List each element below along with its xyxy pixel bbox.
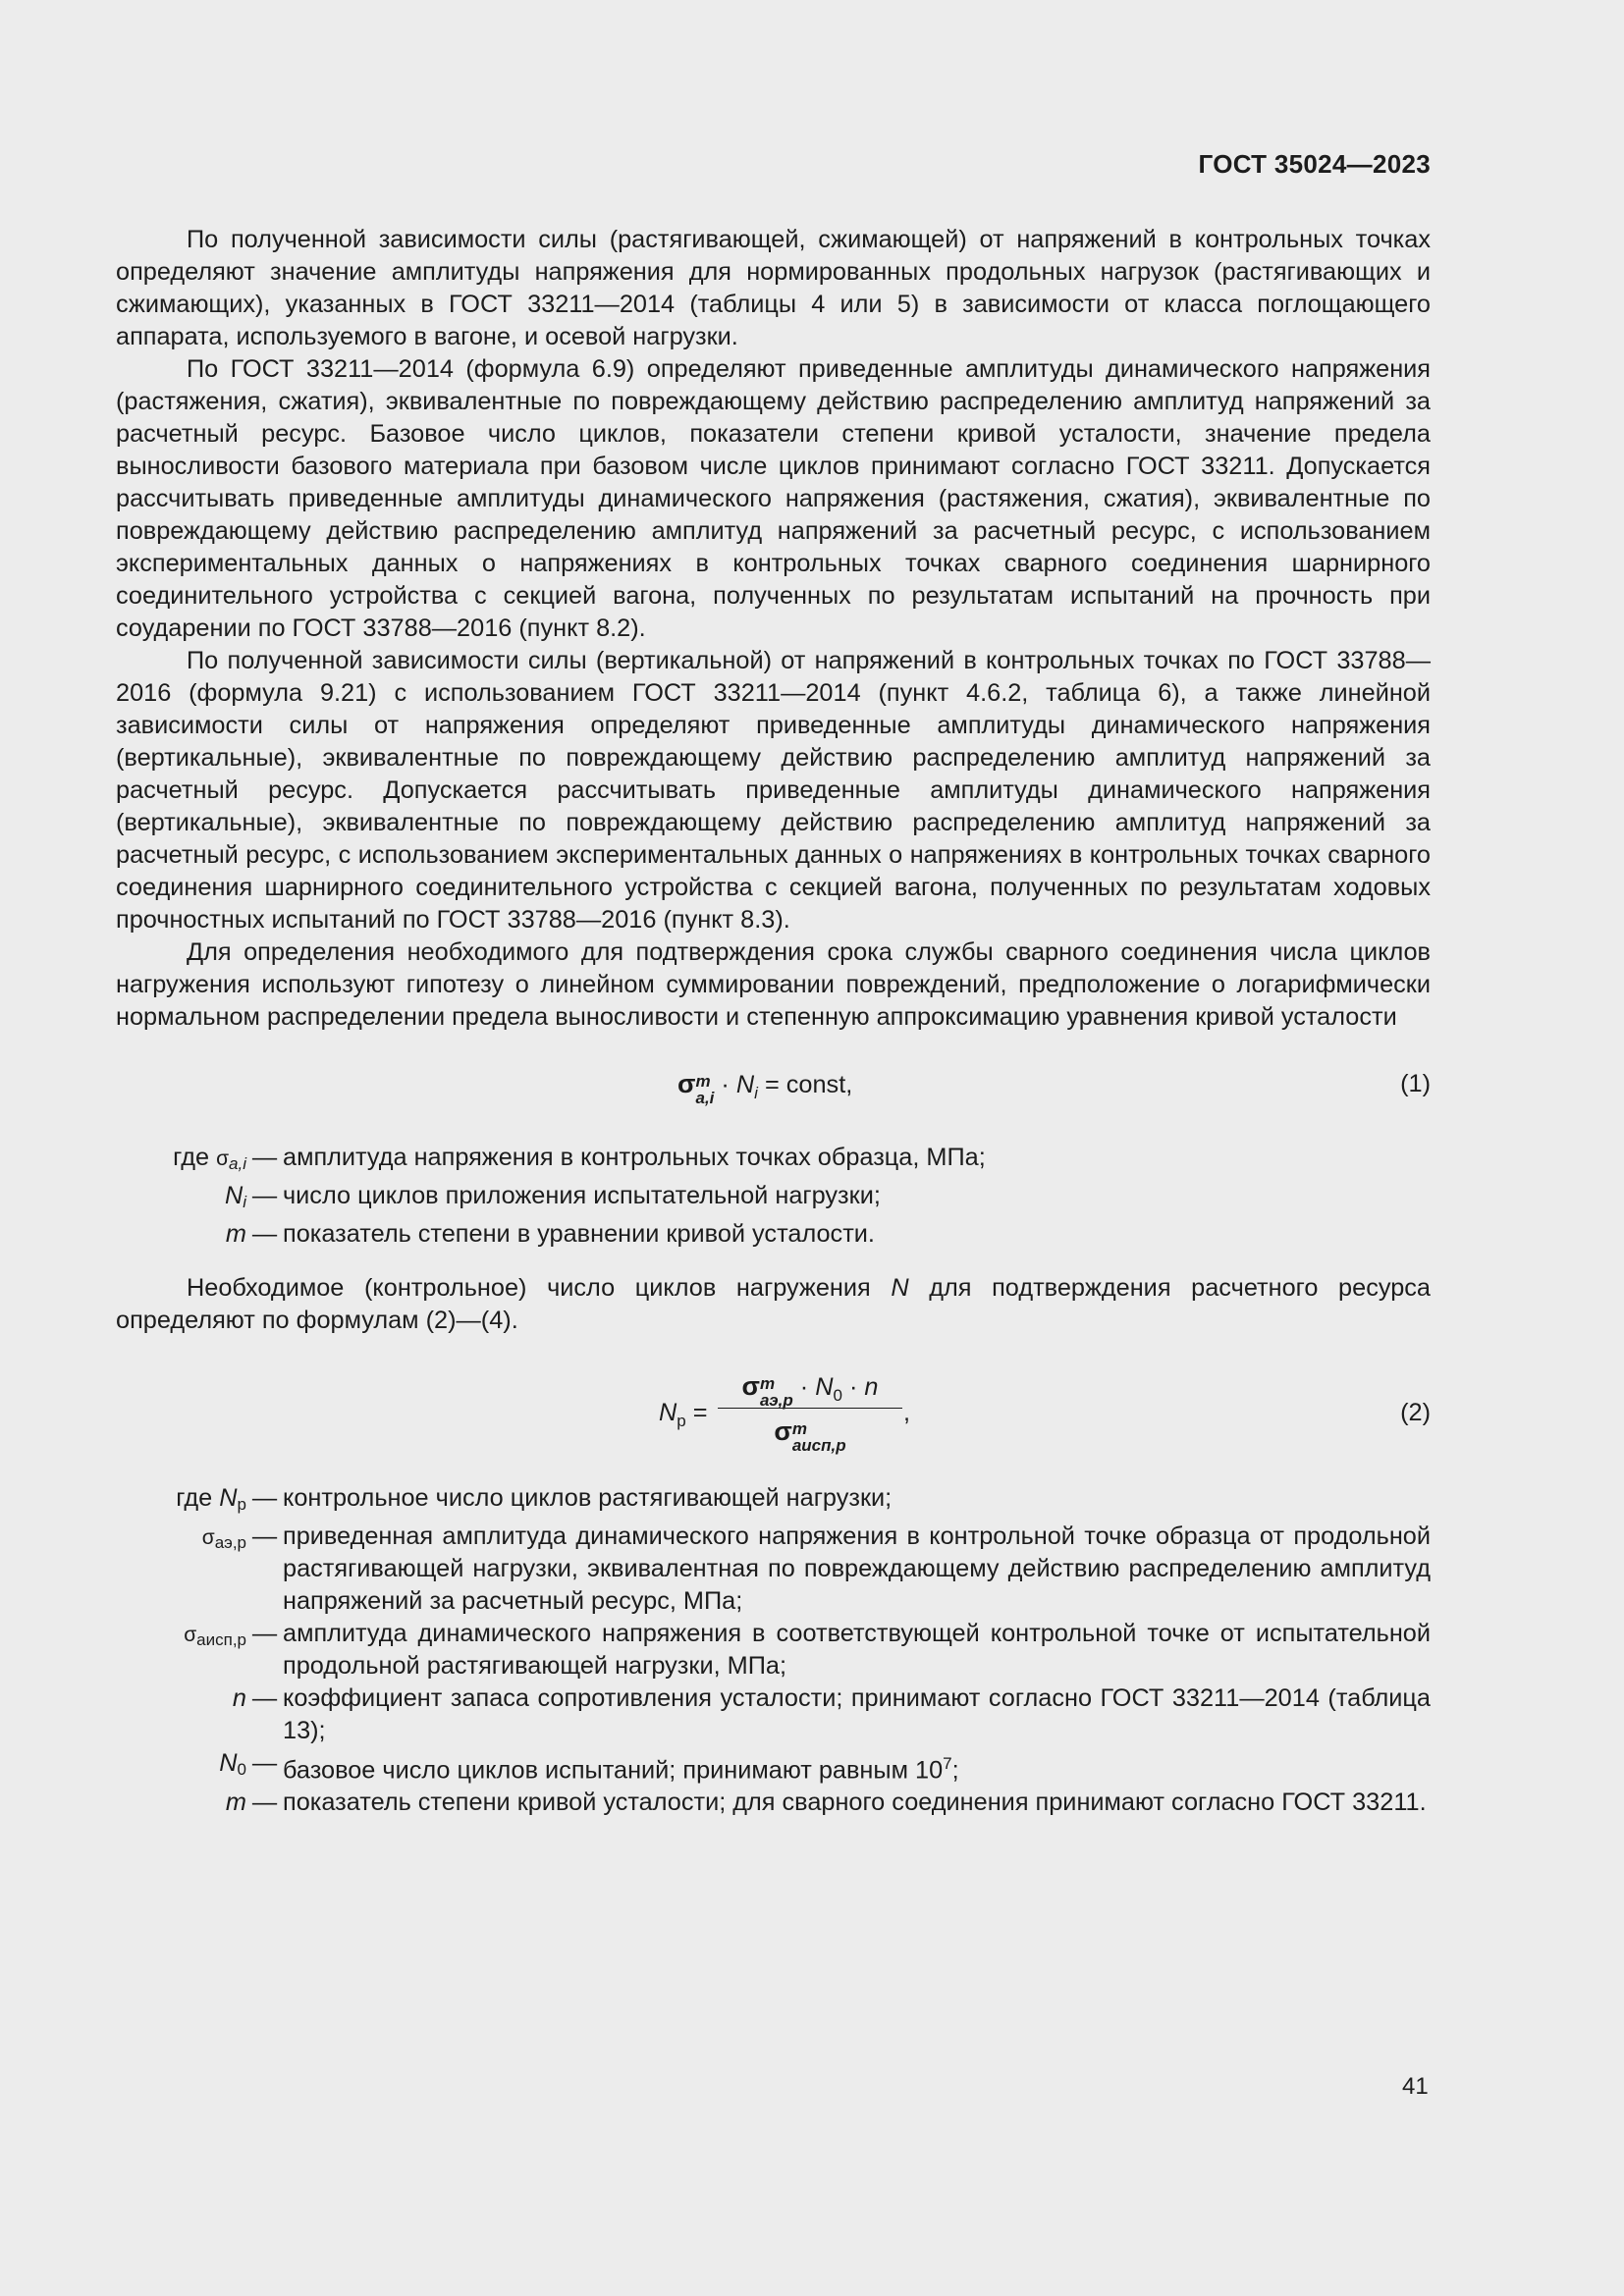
definition-dash: — <box>251 1522 278 1550</box>
definition-row <box>116 1618 1431 1682</box>
definition-text-exponent: 7 <box>943 1754 952 1773</box>
formula-1-rhs: = const, <box>757 1071 853 1098</box>
formula-1-sigma: σ <box>677 1069 696 1098</box>
formula-1-number: (1) <box>1400 1070 1431 1097</box>
definition-row <box>116 1482 1431 1521</box>
definition-symbol: N <box>219 1749 238 1777</box>
formula-1-sigma-subscript: а,i <box>695 1089 715 1108</box>
definition-term <box>116 1787 246 1819</box>
definition-dash: — <box>251 1789 278 1817</box>
formula-2-num-subscript: аэ,р <box>759 1391 793 1411</box>
paragraph-4: Для определения необходимого для подтверждения срока службы сварного соединения числа циклов нагружения используют гипотезу о линейном суммировании повреждений, предположение о логарифмически нормальном распределении предела выносливости и степенную аппроксимацию уравнения кривой усталости <box>116 938 1431 1031</box>
definition-symbol: m <box>225 1220 246 1248</box>
definition-prefix: где <box>173 1144 217 1171</box>
definition-row <box>116 1142 1431 1180</box>
formula-1-expression <box>677 1065 852 1112</box>
formula-2-den-sigma: σ <box>774 1416 792 1446</box>
definition-text: контрольное число циклов растягивающей нагрузки; <box>283 1484 893 1512</box>
definition-term <box>116 1482 246 1521</box>
formula-2-lhs-subscript: р <box>677 1412 686 1431</box>
definition-row <box>116 1218 1431 1251</box>
formula-2-equals: = <box>685 1399 708 1426</box>
formula-2-num-n0-subscript: 0 <box>833 1386 842 1406</box>
formula-2-lhs-var: N <box>659 1399 677 1426</box>
definition-text-end: ; <box>951 1756 959 1785</box>
document-id-header: ГОСТ 35024—2023 <box>1198 149 1431 179</box>
paragraph-5-before: Необходимое (контрольное) число циклов нагружения <box>187 1274 892 1302</box>
formula-2-den-exponent: m <box>791 1419 807 1439</box>
definition-symbol-subscript: р <box>237 1495 246 1514</box>
definition-symbol: m <box>225 1789 246 1817</box>
spacer <box>116 1251 1431 1272</box>
definition-dash: — <box>251 1182 278 1209</box>
formula-1-n: N <box>735 1071 755 1098</box>
definition-symbol-subscript: 0 <box>237 1760 246 1779</box>
definition-text: число циклов приложения испытательной нагрузки; <box>283 1182 881 1209</box>
definition-symbol: N <box>219 1484 238 1512</box>
definition-text: показатель степени в уравнении кривой усталости. <box>283 1220 875 1248</box>
definition-symbol-subscript: аисп,р <box>196 1630 246 1649</box>
formula-2-num-exponent: m <box>759 1374 776 1394</box>
formula-2-numerator <box>718 1364 902 1409</box>
definition-text: коэффициент запаса сопротивления усталости; принимают согласно ГОСТ 33211—2014 (таблица 13); <box>283 1684 1431 1744</box>
definition-symbol-subscript: i <box>243 1193 246 1211</box>
page-number: 41 <box>1402 2073 1429 2100</box>
formula-1-sigma-indices <box>695 1073 714 1106</box>
body-text <box>116 224 1431 1819</box>
definition-symbol: σ <box>184 1624 197 1646</box>
formula-2-lhs <box>659 1396 708 1438</box>
definition-dash: — <box>251 1484 278 1512</box>
definition-row <box>116 1747 1431 1787</box>
definition-symbol: σ <box>201 1526 215 1549</box>
definition-row <box>116 1180 1431 1218</box>
formula-1 <box>116 1065 1431 1108</box>
formula-2-num-n0: N <box>815 1373 834 1401</box>
definition-row <box>116 1682 1431 1747</box>
definitions-list-2 <box>116 1482 1431 1819</box>
paragraph-3: По полученной зависимости силы (вертикальной) от напряжений в контрольных точках по ГОСТ 33788—2016 (формула 9.21) с использованием ГОСТ 33211—2014 (пункт 4.6.2, таблица 6), а также линейной зависимости силы от напряжения определяют приведенные амплитуды динамического напряжения (вертикальные), эквивалентные по повреждающему действию распределению амплитуд напряжений за расчетный ресурс. Допускается рассчитывать приведенные амплитуды динамического напряжения (вертикальные), эквивалентные по повреждающему действию распределению амплитуд напряжений за расчетный ресурс, с использованием экспериментальных данных о напряжениях в контрольных точках сварного соединения шарнирного соединительного устройства с секцией вагона, полученных по результатам ходовых прочностных испытаний по ГОСТ 33788—2016 (пункт 8.3). <box>116 647 1431 934</box>
formula-2-num-n: n <box>864 1373 879 1401</box>
formula-2-den-indices <box>792 1420 846 1454</box>
definition-term <box>116 1142 246 1180</box>
formula-1-n-subscript: i <box>754 1084 758 1103</box>
definition-dash: — <box>251 1749 278 1777</box>
paragraph-5-after: для подтверждения расчетного ресурса определяют по формулам (2)—(4). <box>116 1274 1431 1334</box>
definition-dash: — <box>251 1220 278 1248</box>
definition-term <box>116 1521 246 1618</box>
formula-2-comma: , <box>903 1399 911 1426</box>
definition-symbol-subscript: a,i <box>229 1154 246 1173</box>
paragraph-5 <box>116 1272 1431 1337</box>
definition-row <box>116 1787 1431 1819</box>
definition-text: приведенная амплитуда динамического напряжения в контрольной точке образца от продольной растягивающей нагрузки, эквивалентная по повреждающему действию распределению амплитуд напряжений за расчетный ресурс, МПа; <box>283 1522 1431 1615</box>
formula-2 <box>116 1364 1431 1455</box>
formula-2-num-indices <box>760 1375 793 1409</box>
definition-dash: — <box>251 1684 278 1712</box>
definition-term <box>116 1180 246 1218</box>
paragraph-2: По ГОСТ 33211—2014 (формула 6.9) определяют приведенные амплитуды динамического напряжения (растяжения, сжатия), эквивалентные по повреждающему действию распределению амплитуд напряжений за расчетный ресурс. Базовое число циклов, показатели степени кривой усталости, значение предела выносливости базового материала при базовом числе циклов принимают согласно ГОСТ 33211. Допускается рассчитывать приведенные амплитуды динамического напряжения (растяжения, сжатия), эквивалентные по повреждающему действию распределению амплитуд напряжений за расчетный ресурс, с использованием экспериментальных данных о напряжениях в контрольных точках сварного соединения шарнирного соединительного устройства с секцией вагона, полученных по результатам испытаний на прочность при соударении по ГОСТ 33788—2016 (пункт 8.2). <box>116 355 1431 642</box>
definition-term <box>116 1618 246 1682</box>
paragraph-1: По полученной зависимости силы (растягивающей, сжимающей) от напряжений в контрольных точках определяют значение амплитуды напряжения для нормированных продольных нагрузок (растягивающих и сжимающих), указанных в ГОСТ 33211—2014 (таблицы 4 или 5) в зависимости от класса поглощающего аппарата, используемого в вагоне, и осевой нагрузки. <box>116 226 1431 350</box>
formula-2-den-subscript: аисп,р <box>791 1436 846 1456</box>
definition-text: амплитуда напряжения в контрольных точках образца, МПа; <box>283 1144 986 1171</box>
definition-term <box>116 1747 246 1787</box>
definition-symbol-subscript: аэ,р <box>214 1533 246 1552</box>
paragraph-5-variable: N <box>891 1274 909 1302</box>
definition-text: амплитуда динамического напряжения в соответствующей контрольной точке от испытательной продольной растягивающей нагрузки, МПа; <box>283 1620 1431 1680</box>
definition-term <box>116 1682 246 1747</box>
definition-text: показатель степени кривой усталости; для сварного соединения принимают согласно ГОСТ 33211. <box>283 1789 1427 1817</box>
formula-1-sigma-exponent: m <box>695 1072 711 1092</box>
formula-2-denominator <box>718 1409 902 1454</box>
formula-1-dot: · <box>714 1071 736 1098</box>
formula-2-num-dot-2: · <box>841 1373 865 1401</box>
definition-symbol: σ <box>216 1148 230 1170</box>
definition-row <box>116 1521 1431 1618</box>
definition-dash: — <box>251 1144 278 1171</box>
definition-symbol: N <box>224 1182 244 1209</box>
formula-2-number: (2) <box>1400 1399 1431 1426</box>
definition-prefix: где <box>176 1484 220 1512</box>
definition-text <box>283 1747 1431 1787</box>
definition-symbol: n <box>232 1684 246 1712</box>
definitions-list-1 <box>116 1142 1431 1251</box>
definition-term <box>116 1218 246 1251</box>
definition-dash: — <box>251 1620 278 1647</box>
formula-2-num-sigma: σ <box>741 1371 760 1401</box>
formula-2-num-dot-1: · <box>792 1373 816 1401</box>
formula-2-fraction <box>718 1364 902 1454</box>
definition-text-main: базовое число циклов испытаний; принимают равным 10 <box>283 1756 944 1785</box>
